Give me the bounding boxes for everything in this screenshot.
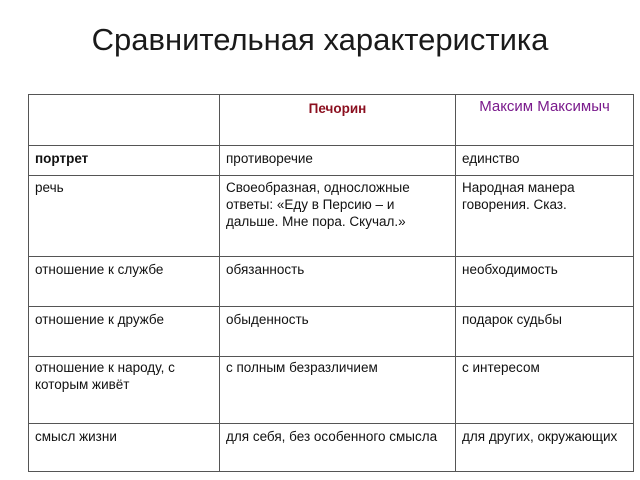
cell-pechorin: обязанность	[220, 257, 456, 307]
row-label: речь	[29, 176, 220, 257]
cell-pechorin: Своеобразная, односложные ответы: «Еду в Персию – и дальше. Мне пора. Скучал.»	[220, 176, 456, 257]
comparison-table	[28, 94, 634, 472]
cell-pechorin: с полным безразличием	[220, 357, 456, 424]
cell-maksim: для других, окружающих	[456, 424, 634, 472]
table-row	[29, 357, 634, 424]
cell-maksim: подарок судьбы	[456, 307, 634, 357]
table-row	[29, 146, 634, 176]
page-title: Сравнительная характеристика	[91, 22, 549, 57]
table-header-row	[29, 95, 634, 146]
row-label: отношение к народу, с которым живёт	[29, 357, 220, 424]
cell-maksim: необходимость	[456, 257, 634, 307]
table-row	[29, 176, 634, 257]
cell-maksim: единство	[456, 146, 634, 176]
cell-maksim: с интересом	[456, 357, 634, 424]
header-cell-empty	[29, 95, 220, 146]
row-label: отношение к службе	[29, 257, 220, 307]
table-row	[29, 307, 634, 357]
cell-maksim: Народная манера говорения. Сказ.	[456, 176, 634, 257]
row-label: смысл жизни	[29, 424, 220, 472]
cell-pechorin: обыденность	[220, 307, 456, 357]
cell-pechorin: для себя, без особенного смысла	[220, 424, 456, 472]
row-label: портрет	[29, 146, 220, 176]
row-label: отношение к дружбе	[29, 307, 220, 357]
table-row	[29, 424, 634, 472]
header-cell-pechorin: Печорин	[220, 95, 456, 146]
header-cell-maksim: Максим Максимыч	[456, 95, 634, 146]
cell-pechorin: противоречие	[220, 146, 456, 176]
table-row	[29, 257, 634, 307]
